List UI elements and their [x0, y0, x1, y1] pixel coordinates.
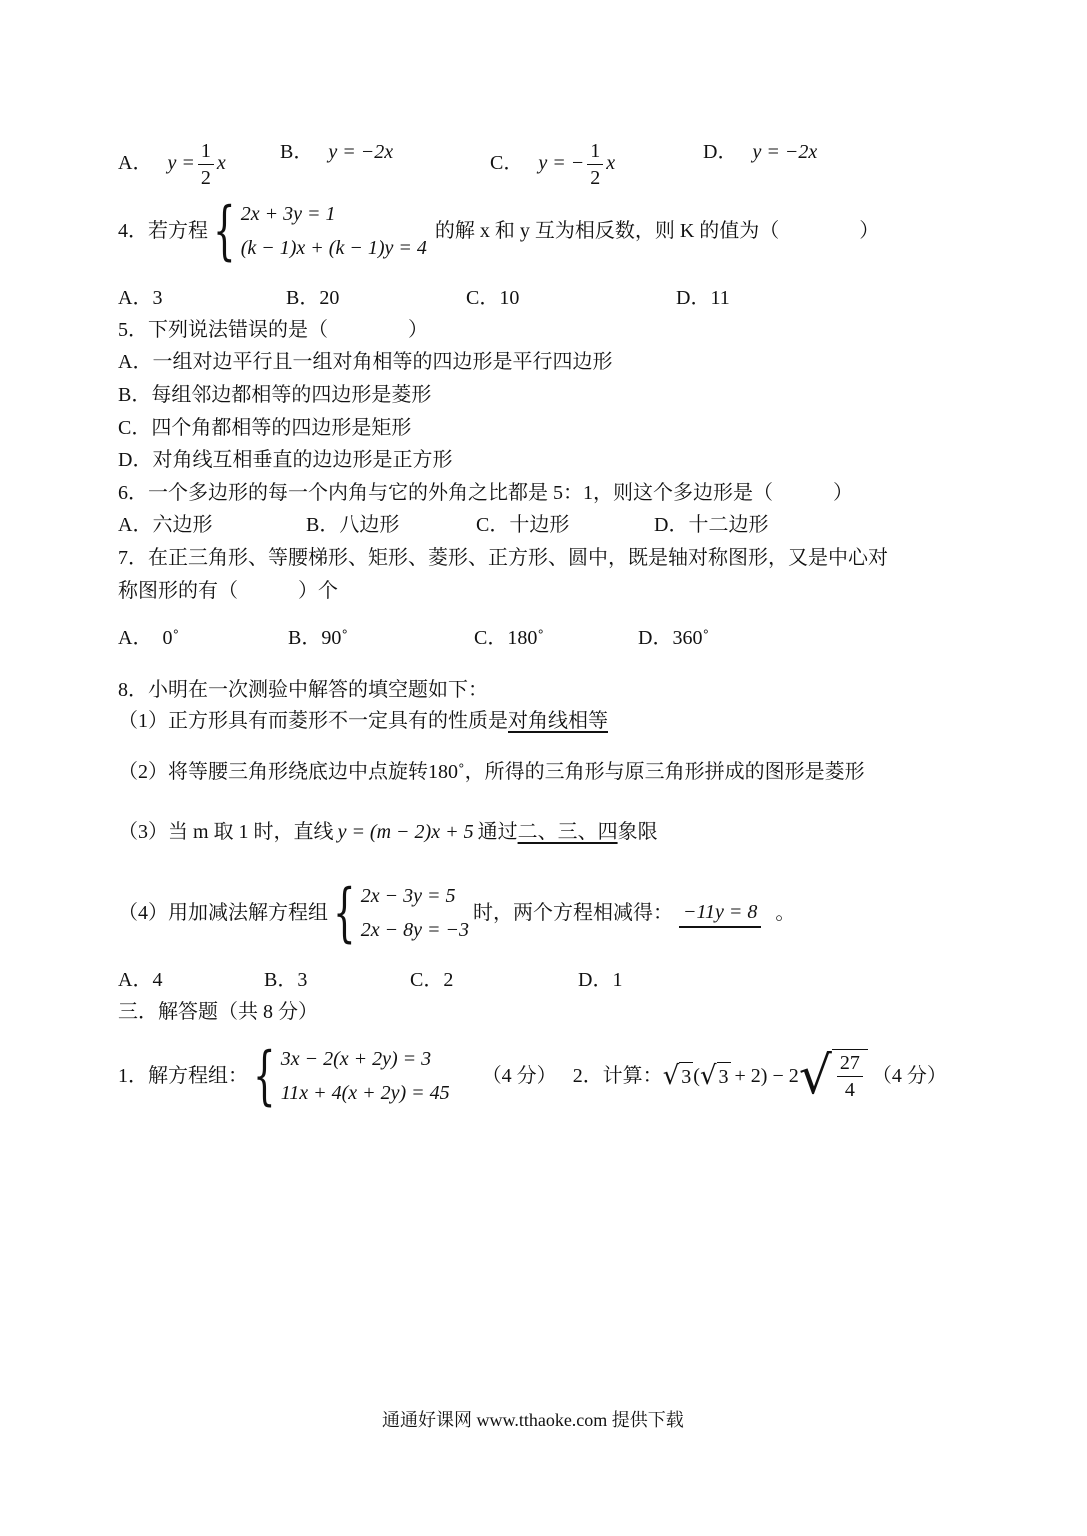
q6-option-a: A．六边形	[118, 514, 213, 536]
option-expr: y = −2x	[328, 141, 394, 163]
q5-option-d: D．对角线互相垂直的边边形是正方形	[118, 449, 453, 471]
q8-stem: 8．小明在一次测验中解答的填空题如下：	[118, 679, 488, 701]
footer-source: 通通好课网 www.tthaoke.com 提供下载	[382, 1410, 684, 1430]
q8-item-3	[118, 818, 658, 846]
option-label: C．	[490, 152, 524, 175]
q8-option-c: C．2	[410, 969, 454, 991]
q4-option-b: B．20	[286, 287, 340, 309]
q7-stem-line-2: 称图形的有（ ）个	[118, 580, 338, 602]
q8-item-1	[118, 707, 608, 735]
q4-option-a: A．3	[118, 287, 163, 309]
equation-system: { 2x + 3y = 1 (k − 1)x + (k − 1)y = 4	[213, 194, 427, 268]
problem-2-prefix: 2．计算：	[572, 1065, 663, 1087]
problem-2-score: （4 分）	[871, 1065, 947, 1087]
q8-option-d: D．1	[578, 969, 623, 991]
problem-2-mid: + 2) − 2	[734, 1065, 799, 1087]
equation-2: (k − 1)x + (k − 1)y = 4	[240, 237, 427, 259]
q4-option-d: D．11	[676, 287, 730, 309]
q5-stem: 5．下列说法错误的是（ ）	[118, 319, 428, 341]
option-label: D．	[703, 141, 738, 163]
q8-item-4	[118, 876, 795, 950]
option-label: A．	[118, 152, 153, 175]
section-3-problems: 1．解方程组： { 3x − 2(x + 2y) = 3 11x + 4(x + 2y) = 45 （4 分） 2．计算： √ 3 ( √ 3 + 2) − 2 √ $\frac{27}{4}$ （4 分）	[118, 1039, 947, 1113]
q8-item-1-answer: 对角线相等	[508, 710, 608, 732]
q8-item-1-text: （1）正方形具有而菱形不一定具有的性质是	[118, 710, 508, 732]
section-3-title: 三．解答题（共 8 分）	[118, 1001, 318, 1023]
q7-option-a: A． 0˚	[118, 627, 180, 649]
q3-option-b	[280, 138, 393, 166]
option-label: B．	[280, 141, 314, 163]
q8-item-3-end: 象限	[617, 821, 658, 843]
sqrt-expression: √ 3	[662, 1060, 692, 1091]
q8-item-4-answer: −11y = 8	[679, 898, 761, 928]
equation-1: 2x − 3y = 5	[360, 885, 456, 907]
q3-option-a: A． y = $\frac{1}{2}$ x	[118, 140, 226, 189]
q7-option-d: D．360˚	[638, 627, 710, 649]
fraction-denominator: 4	[844, 1079, 855, 1101]
q8-item-4-mid: 时，两个方程相减得：	[472, 902, 673, 924]
q4-stem	[118, 196, 879, 266]
problem-1-score: （4 分）	[481, 1065, 557, 1087]
q8-item-4-end: 。	[775, 902, 796, 924]
q8-option-b: B．3	[264, 969, 308, 991]
sqrt-expression: √ 3	[699, 1060, 729, 1091]
equation-1: 3x − 2(x + 2y) = 3	[280, 1048, 432, 1070]
equation-system: { 2x − 3y = 5 2x − 8y = −3	[333, 876, 469, 950]
fraction-one-half: $\frac{1}{2}$	[587, 138, 603, 191]
option-expr: y = −2x	[752, 141, 818, 163]
q8-item-3-text: （3）当 m 取 1 时，直线	[118, 821, 334, 843]
problem-1-prefix: 1．解方程组：	[118, 1065, 248, 1087]
q8-item-3-answer: 二、三、四	[517, 821, 618, 843]
q4-option-c: C．10	[466, 287, 520, 309]
q4-prefix: 4．若方程	[118, 220, 208, 242]
q3-option-d	[703, 138, 817, 166]
q6-option-c: C．十边形	[476, 514, 570, 536]
q6-option-d: D．十二边形	[654, 514, 769, 536]
q7-option-c: C．180˚	[474, 627, 544, 649]
q8-item-4-text: （4）用加减法解方程组	[118, 902, 328, 924]
q3-option-c: C． y = − $\frac{1}{2}$ x	[490, 140, 616, 189]
fraction-numerator: 27	[837, 1050, 863, 1077]
equation-system: { 3x − 2(x + 2y) = 3 11x + 4(x + 2y) = 45	[253, 1039, 450, 1113]
equation-1: 2x + 3y = 1	[240, 203, 336, 225]
q5-option-c: C．四个角都相等的四边形是矩形	[118, 417, 412, 439]
equation-2: 11x + 4(x + 2y) = 45	[280, 1082, 450, 1104]
q7-option-b: B．90˚	[288, 627, 348, 649]
q8-item-3-mid: 通过	[477, 821, 518, 843]
q5-option-a: A．一组对边平行且一组对角相等的四边形是平行四边形	[118, 351, 613, 373]
q6-option-b: B．八边形	[306, 514, 400, 536]
line-equation: y = (m − 2)x + 5	[337, 821, 474, 843]
q7-stem-line-1: 7．在正三角形、等腰梯形、矩形、菱形、正方形、圆中，既是轴对称图形，又是中心对	[118, 547, 888, 569]
q5-option-b: B．每组邻边都相等的四边形是菱形	[118, 384, 432, 406]
fraction-one-half: $\frac{1}{2}$	[198, 138, 214, 191]
radicand: 3	[679, 1062, 693, 1091]
q3-options	[118, 130, 858, 189]
sqrt-fraction: √ $\frac{27}{4}$	[799, 1049, 868, 1103]
q8-option-a: A．4	[118, 969, 163, 991]
equation-2: 2x − 8y = −3	[360, 919, 469, 941]
q4-suffix: 的解 x 和 y 互为相反数，则 K 的值为（ ）	[434, 220, 880, 242]
radicand: 3	[717, 1062, 731, 1091]
q6-stem: 6．一个多边形的每一个内角与它的外角之比都是 5：1，则这个多边形是（ ）	[118, 482, 853, 504]
q8-item-2: （2）将等腰三角形绕底边中点旋转180˚，所得的三角形与原三角形拼成的图形是菱形	[118, 761, 865, 783]
